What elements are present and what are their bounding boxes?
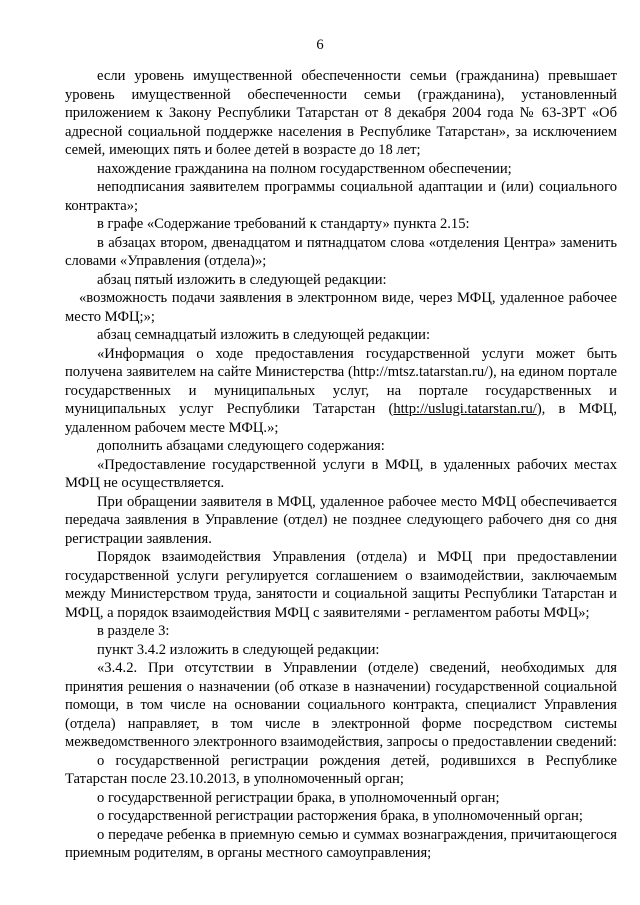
paragraph: нахождение гражданина на полном государственном обеспечении; <box>97 160 512 177</box>
paragraph: При обращении заявителя в МФЦ, удаленное рабочее место МФЦ обеспечивается передача заявления в Управление (отдел) не позднее следующего рабочего дня со дня регистрации заявления. <box>65 493 617 547</box>
paragraph: «возможность подачи заявления в электронном виде, через МФЦ, удаленное рабочее место МФЦ;»; <box>65 290 617 325</box>
paragraph: о государственной регистрации брака, в уполномоченный орган; <box>97 789 500 806</box>
paragraph: о государственной регистрации расторжения брака, в уполномоченный орган; <box>97 808 583 824</box>
paragraph: если уровень имущественной обеспеченности семьи (гражданина) превышает уровень имущественной обеспеченности семьи (гражданина), установленный приложением к Закону Республики Татарстан от 8 декабря 2004 года № 63-ЗРТ «Об адресной социальной поддержке населения в Республике Татарстан», за исключением семей, имеющих пять и более детей в возрасте до 18 лет; <box>65 68 617 158</box>
paragraph-text: «Информация о ходе предоставления государственной услуги может быть получена заявителем на сайте Министерства (http://mtsz.tatarstan.ru/), на едином портале государственных и муниципальных услуг, на портале государственных и муниципальных услуг Республики Татарстан ( <box>65 345 617 417</box>
document-body <box>65 67 617 863</box>
page-number: 6 <box>316 37 324 53</box>
paragraph: абзац пятый изложить в следующей редакции: <box>97 271 387 288</box>
paragraph: «Предоставление государственной услуги в МФЦ, в удаленных рабочих местах МФЦ не осуществляется. <box>65 456 617 491</box>
paragraph: «3.4.2. При отсутствии в Управлении (отделе) сведений, необходимых для принятия решения о назначении (об отказе в назначении) государственной социальной помощи, в том числе на основании социального контракта, специалист Управления (отдела) направляет, в том числе в электронной форме посредством системы межведомственного электронного взаимодействия, запросы о предоставлении сведений: <box>65 660 617 750</box>
paragraph: пункт 3.4.2 изложить в следующей редакции: <box>97 641 380 658</box>
paragraph: неподписания заявителем программы социальной адаптации и (или) социального контракта»; <box>65 179 617 214</box>
paragraph: о государственной регистрации рождения детей, родившихся в Республике Татарстан после 23.10.2013, в уполномоченный орган; <box>65 752 617 787</box>
paragraph: абзац семнадцатый изложить в следующей редакции: <box>97 327 431 343</box>
paragraph: о передаче ребенка в приемную семью и суммах вознаграждения, причитающегося приемным родителям, в органы местного самоуправления; <box>65 826 617 861</box>
paragraph: дополнить абзацами следующего содержания: <box>97 438 385 454</box>
uslugi-link[interactable]: http://uslugi.tatarstan.ru/ <box>393 401 537 417</box>
paragraph-with-link <box>65 345 617 438</box>
paragraph-text-tail: ), в МФЦ, удаленном рабочем месте МФЦ.»; <box>65 401 617 436</box>
paragraph: в абзацах втором, двенадцатом и пятнадцатом слова «отделения Центра» заменить словами «Управления (отдела)»; <box>65 234 617 269</box>
paragraph: в разделе 3: <box>97 623 170 639</box>
paragraph: Порядок взаимодействия Управления (отдела) и МФЦ при предоставлении государственной услуги регулируется соглашением о взаимодействии, заключаемым между Министерством труда, занятости и социальной защиты Республики Татарстан и МФЦ, а порядок взаимодействия МФЦ с заявителями - регламентом работы МФЦ»; <box>65 549 617 621</box>
paragraph: в графе «Содержание требований к стандарту» пункта 2.15: <box>97 216 470 232</box>
